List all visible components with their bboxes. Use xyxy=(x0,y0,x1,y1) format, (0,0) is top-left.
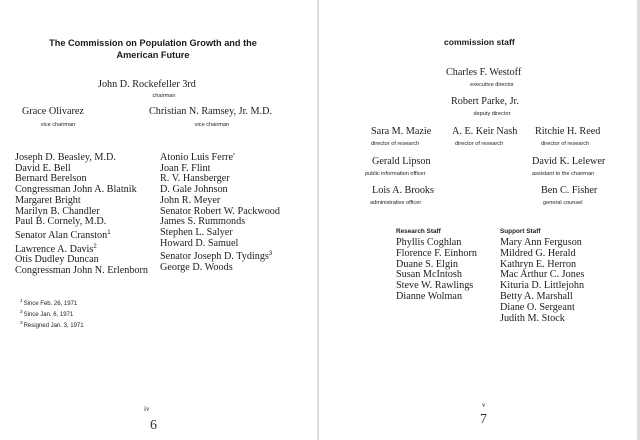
staff-name: Judith M. Stock xyxy=(500,312,565,324)
member-name: David E. Bell xyxy=(15,162,71,174)
member-name: Bernard Berelson xyxy=(15,173,87,185)
member-name: Congressman John A. Blatnik xyxy=(15,184,137,196)
member-row xyxy=(15,228,148,242)
staff-name: Kituria D. Littlejohn xyxy=(500,280,585,292)
member-name: Senator Robert W. Packwood xyxy=(160,205,280,217)
member-name: John R. Meyer xyxy=(160,194,221,206)
member-name: George D. Woods xyxy=(160,262,233,274)
page-number: 7 xyxy=(480,412,487,427)
member-name: Joseph D. Beasley, M.D. xyxy=(15,152,116,163)
chairman-role: chairman xyxy=(152,93,176,99)
member-name: Senator Alan Cranston xyxy=(15,229,108,241)
director-1-name: Sara M. Mazie xyxy=(371,126,432,137)
admin-officer-role: administrative officer xyxy=(370,200,422,206)
staff-name: Mac Arthur C. Jones xyxy=(500,269,585,281)
staff-heading: commission staff xyxy=(444,37,515,47)
member-name: R. V. Hansberger xyxy=(160,173,230,185)
staff-name: Steve W. Rawlings xyxy=(396,280,474,292)
director-2-role: director of research xyxy=(455,141,504,147)
footnote-text: Since Jan. 6, 1971 xyxy=(23,312,74,318)
staff-name: Duane S. Elgin xyxy=(396,258,458,270)
member-name: Otis Dudley Duncan xyxy=(15,254,99,266)
assistant-to-chairman-role: assistant to the chairman xyxy=(532,171,595,177)
executive-director-role: executive director xyxy=(470,82,514,88)
staff-name: Dianne Wolman xyxy=(396,290,463,302)
support-staff-list xyxy=(500,228,584,324)
assistant-to-chairman-name: David K. Lelewer xyxy=(532,156,606,167)
members-column-left xyxy=(15,153,148,277)
member-name: Congressman John N. Erlenborn xyxy=(15,265,148,277)
member-name: Paul B. Cornely, M.D. xyxy=(15,216,107,228)
general-counsel-role: general counsel xyxy=(543,200,583,206)
staff-name: Phyllis Coghlan xyxy=(396,237,462,248)
director-3-role: director of research xyxy=(541,141,590,147)
member-name: Senator Joseph D. Tydings xyxy=(160,251,269,263)
footnote-mark: 2 xyxy=(20,309,23,314)
staff-name: Diane O. Sergeant xyxy=(500,301,575,313)
research-staff-list xyxy=(396,228,477,303)
footnote-mark: 1 xyxy=(20,298,23,303)
member-name: Margaret Bright xyxy=(15,194,81,206)
public-info-officer-role: public information officer xyxy=(365,171,426,177)
footnote xyxy=(20,320,84,329)
vice-chairman-2-role: vice chairman xyxy=(194,122,230,128)
deputy-director-role: deputy director xyxy=(473,111,511,117)
member-name: Joan F. Flint xyxy=(160,162,211,174)
footnote-mark: 3 xyxy=(268,251,273,258)
member-name: James S. Rummonds xyxy=(160,216,246,228)
page-number: 6 xyxy=(150,418,157,433)
footnote xyxy=(20,309,73,318)
member-name: D. Gale Johnson xyxy=(160,184,228,196)
staff-name: Mildred G. Herald xyxy=(500,247,576,259)
deputy-director-name: Robert Parke, Jr. xyxy=(451,96,519,107)
left-page xyxy=(0,0,318,440)
public-info-officer-name: Gerald Lipson xyxy=(372,156,431,167)
research-staff-heading: Research Staff xyxy=(396,228,441,235)
book-spine xyxy=(317,0,319,440)
footnote-text: Resigned Jan. 3, 1971 xyxy=(23,323,84,329)
staff-name: Florence F. Einhorn xyxy=(396,247,477,259)
member-name: Stephen L. Salyer xyxy=(160,226,233,238)
footnote-mark: 1 xyxy=(107,229,111,236)
director-2-name: A. E. Keir Nash xyxy=(452,126,518,137)
member-name: Howard D. Samuel xyxy=(160,237,239,249)
staff-name: Kathryn E. Herron xyxy=(500,258,577,270)
vice-chairman-1-role: vice chairman xyxy=(40,122,76,128)
page-roman-numeral: iv xyxy=(144,405,150,413)
staff-name: Susan McIntosh xyxy=(396,269,462,281)
support-staff-heading: Support Staff xyxy=(500,228,541,235)
member-name: Atonio Luis Ferre' xyxy=(160,152,235,163)
page-roman-numeral: v xyxy=(482,401,486,409)
footnote-mark: 2 xyxy=(93,243,97,250)
staff-name: Betty A. Marshall xyxy=(500,290,573,302)
right-page xyxy=(320,0,640,440)
footnote-mark: 3 xyxy=(20,320,23,325)
director-1-role: director of research xyxy=(371,141,420,147)
member-row xyxy=(15,242,148,256)
chairman-name: John D. Rockefeller 3rd xyxy=(98,79,196,90)
vice-chairman-1-name: Grace Olivarez xyxy=(22,106,84,117)
director-3-name: Ritchie H. Reed xyxy=(535,126,601,137)
footnote-text: Since Feb. 26, 1971 xyxy=(23,301,78,307)
members-column-right xyxy=(160,153,280,274)
member-name: Marilyn B. Chandler xyxy=(15,205,100,217)
vice-chairman-2-name: Christian N. Ramsey, Jr. M.D. xyxy=(149,106,272,117)
executive-director-name: Charles F. Westoff xyxy=(446,67,522,78)
admin-officer-name: Lois A. Brooks xyxy=(372,185,434,196)
member-name: Lawrence A. Davis xyxy=(15,243,94,255)
commission-title: The Commission on Population Growth and the American Future xyxy=(49,38,257,60)
footnote xyxy=(20,298,77,307)
general-counsel-name: Ben C. Fisher xyxy=(541,185,598,196)
staff-name: Mary Ann Ferguson xyxy=(500,237,582,248)
member-row xyxy=(160,249,280,263)
